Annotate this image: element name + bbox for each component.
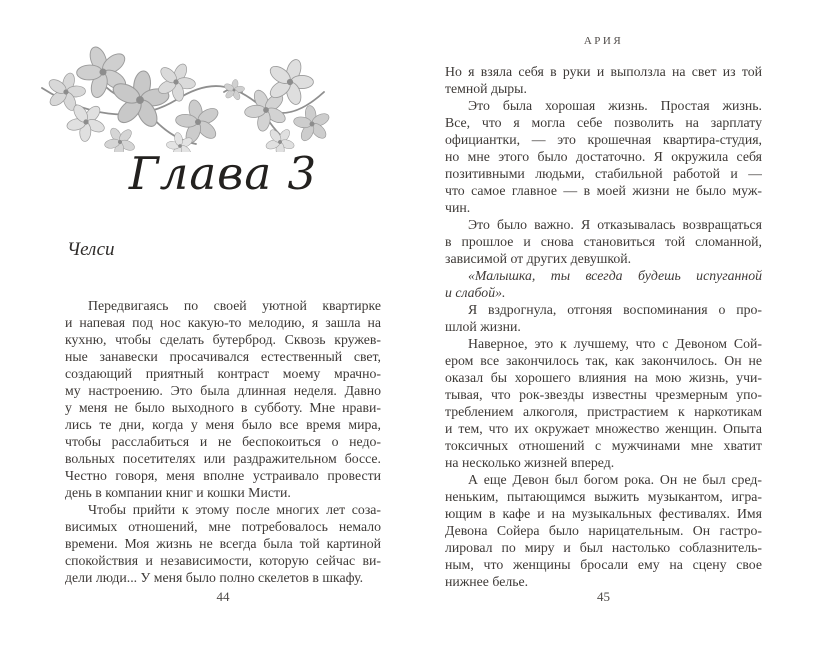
text-line: лировал по миру и был настолько соблазнитель- <box>445 540 762 555</box>
text-line: Но я взяла себя в руки и выползла на свет из той <box>445 64 762 79</box>
page-number-left: 44 <box>216 589 230 604</box>
text-line: му настроению. Это была длинная неделя. Давно <box>65 383 381 398</box>
text-line: ным, что женщины бросали ему на сцену свое <box>445 557 762 572</box>
text-line: Все, что я могла себе позволить на зарплату <box>445 115 762 130</box>
text-line: «Малышка, ты всегда будешь испуганной <box>468 268 762 283</box>
text-line: вольных посетителях или раздражительном боссе. <box>65 451 381 466</box>
text-line: дели люди... У меня было полно скелетов в шкафу. <box>65 570 364 585</box>
paragraph <box>65 297 381 501</box>
text-line: спокойствия и независимости, которую сейчас ви- <box>65 553 381 568</box>
text-line: на несколько жизней вперед. <box>445 455 615 470</box>
text-line: в прошлое и снова становиться той сломанной, <box>445 234 762 249</box>
floral-branch-illustration <box>28 30 334 152</box>
running-header: АРИЯ <box>583 35 624 47</box>
text-line: шлой жизни. <box>445 319 521 334</box>
text-line: тывая, что рок-звезды известны чрезмерным упо- <box>445 387 762 402</box>
right-book-page <box>445 0 762 662</box>
text-line: официантки, — это крошечная квартира-студия, <box>445 132 762 147</box>
paragraph <box>445 335 762 471</box>
text-line: Передвигаясь по своей уютной квартирке <box>88 298 381 313</box>
paragraph <box>445 97 762 216</box>
text-line: создающий приятный контраст моему мрачно- <box>65 366 381 381</box>
right-page-body <box>445 63 762 590</box>
paragraph <box>445 216 762 267</box>
text-line: оказал бы хорошего влияния на мою жизнь, учи- <box>445 370 762 385</box>
paragraph <box>445 63 762 97</box>
paragraph <box>65 501 381 586</box>
text-line: что самое главное — в моей жизни не было муж- <box>445 183 762 198</box>
paragraph <box>445 471 762 590</box>
text-line: и напевая под нос какую-то мелодию, я зашла на <box>65 315 381 330</box>
text-line: чин. <box>445 200 471 215</box>
text-line: Чтобы прийти к этому после многих лет соза- <box>88 502 381 517</box>
left-book-page <box>65 0 381 662</box>
text-line: Это было важно. Я отказывалась возвращаться <box>468 217 762 232</box>
text-line: день в компании книг и кошки Мисти. <box>65 485 291 500</box>
text-line: Наверное, это к лучшему, что с Девоном Сой- <box>468 336 762 351</box>
text-line: неньким, пытающимся выжить музыкантом, игра- <box>445 489 762 504</box>
text-line: треблением алкоголя, пристрастием к наркотикам <box>445 404 762 419</box>
text-line: позитивными людьми, стабильной работой и — <box>445 166 762 181</box>
paragraph <box>445 267 762 301</box>
text-line: Честно говоря, меня вполне устраивало провести <box>65 468 381 483</box>
chapter-subtitle: Челси <box>67 239 115 260</box>
text-line: ющим в кафе и на музыкальных фестивалях. Имя <box>445 506 762 521</box>
text-line: и тем, что их окружает множество женщин. Опыта <box>445 421 762 436</box>
left-page-body <box>65 297 381 586</box>
text-line: нижнее белье. <box>445 574 529 589</box>
text-line: А еще Девон был богом рока. Он не был сред- <box>468 472 762 487</box>
text-line: Это была хорошая жизнь. Простая жизнь. <box>468 98 762 113</box>
text-line: темной дыры. <box>445 81 527 96</box>
text-line: Я вздрогнула, отгоняя воспоминания о про- <box>468 302 762 317</box>
text-line: токсичных отношений с мужчинами мне хватит <box>445 438 762 453</box>
text-line: ером все закончилось так, как закончилось. Он не <box>445 353 762 368</box>
paragraph <box>445 301 762 335</box>
text-line: у меня не было выходного в субботу. Мне нрави- <box>65 400 381 415</box>
text-line: времени. Моя жизнь не всегда была той картиной <box>65 536 381 551</box>
text-line: ные занавески просачивался естественный свет, <box>65 349 381 364</box>
page-number-right: 45 <box>597 589 610 604</box>
text-line: чтобы расслабиться и не беспокоиться о недо- <box>65 434 381 449</box>
text-line: но мне этого было достаточно. Я окружила себя <box>445 149 762 164</box>
chapter-heading: Глава 3 <box>128 147 318 200</box>
text-line: и слабой». <box>445 285 506 300</box>
text-line: зависимой от других девушкой. <box>445 251 632 266</box>
text-line: висимых отношений, мне потребовалось немало <box>65 519 381 534</box>
text-line: кухню, чтобы сделать бутерброд. Сквозь кружев- <box>65 332 381 347</box>
text-line: Девона Сойера было нарицательным. Он гастро- <box>445 523 762 538</box>
text-line: лись те дни, когда у меня было все время мира, <box>65 417 381 432</box>
